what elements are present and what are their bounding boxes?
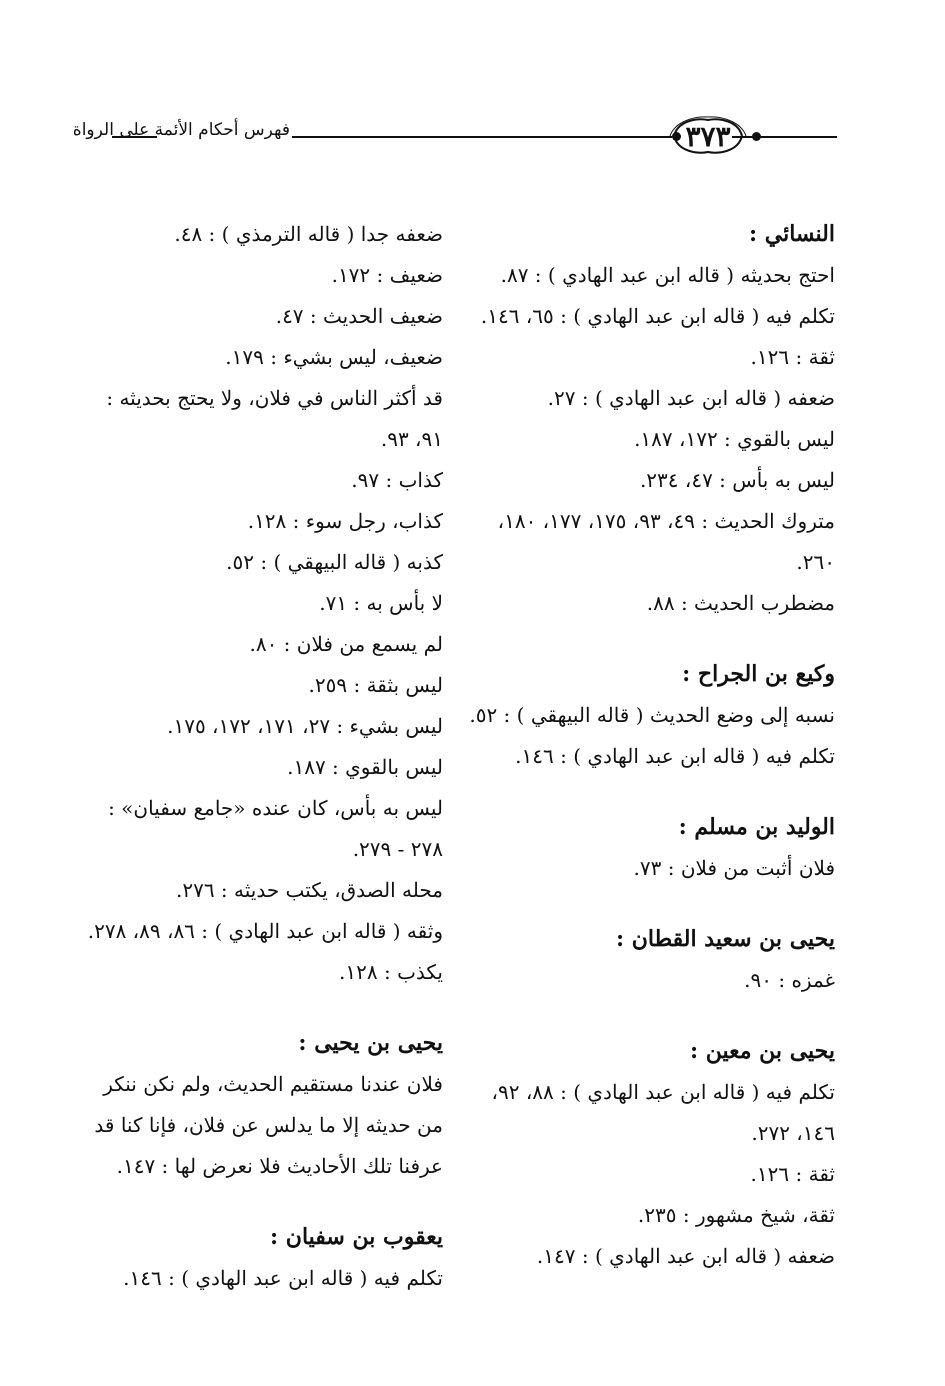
index-line: مضطرب الحديث : ٨٨. — [646, 591, 835, 615]
index-line: ليس به بأس : ٤٧، ٢٣٤. — [639, 468, 835, 492]
index-column-right — [469, 214, 835, 1277]
index-line: قد أكثر الناس في فلان، ولا يحتج بحديثه : ٩١، ٩٣. — [106, 386, 443, 451]
entry-title-yahya-qattan: يحيى بن سعيد القطان : — [615, 926, 835, 952]
index-line: نسبه إلى وضع الحديث ( قاله البيهقي ) : ٥٢. — [469, 703, 835, 727]
index-line: كذبه ( قاله البيهقي ) : ٥٢. — [226, 550, 443, 574]
header-rule-right — [732, 136, 837, 138]
index-line: ضعيف، ليس بشيء : ١٧٩. — [225, 345, 443, 369]
index-line: ليس به بأس، كان عنده «جامع سفيان» : ٢٧٨ - ٢٧٩. — [108, 796, 443, 861]
index-line: يكذب : ١٢٨. — [339, 960, 443, 984]
index-line: ليس بثقة : ٢٥٩. — [308, 673, 443, 697]
index-line: تكلم فيه ( قاله ابن عبد الهادي ) : ١٤٦. — [515, 744, 835, 768]
index-line: تكلم فيه ( قاله ابن عبد الهادي ) : ٨٨، ٩٢، ١٤٦، ٢٧٢. — [491, 1080, 835, 1145]
index-line: غمزه : ٩٠. — [744, 968, 835, 992]
index-line: لا بأس به : ٧١. — [319, 591, 443, 615]
index-line: ضعفه جدا ( قاله الترمذي ) : ٤٨. — [174, 222, 443, 246]
index-line: ليس بشيء : ٢٧، ١٧١، ١٧٢، ١٧٥. — [167, 714, 443, 738]
entry-title-nasai: النسائي : — [748, 221, 835, 247]
index-line: ضعفه ( قاله ابن عبد الهادي ) : ٢٧. — [547, 386, 835, 410]
running-title: فهرس أحكام الأئمة على الرواة — [72, 120, 290, 140]
page-number: ٣٧٣ — [685, 120, 731, 153]
index-line: ثقة : ١٢٦. — [750, 345, 835, 369]
index-line: ضعيف : ١٧٢. — [331, 263, 443, 287]
index-line: ثقة، شيخ مشهور : ٢٣٥. — [637, 1203, 835, 1227]
index-line: كذاب، رجل سوء : ١٢٨. — [247, 509, 443, 533]
index-line: ثقة : ١٢٦. — [750, 1162, 835, 1186]
entry-title-wakee: وكيع بن الجراح : — [682, 661, 835, 687]
index-line: كذاب : ٩٧. — [351, 468, 443, 492]
header-rule-left — [292, 136, 672, 138]
index-line: ضعيف الحديث : ٤٧. — [275, 304, 443, 328]
index-line: تكلم فيه ( قاله ابن عبد الهادي ) : ٦٥، ١٤٦. — [480, 304, 835, 328]
index-line: فلان أثبت من فلان : ٧٣. — [633, 856, 835, 880]
index-line: ليس بالقوي : ١٨٧. — [287, 755, 443, 779]
index-line: وثقه ( قاله ابن عبد الهادي ) : ٨٦، ٨٩، ٢٧٨. — [87, 919, 443, 943]
entry-title-yahya-bin-yahya: يحيى بن يحيى : — [298, 1030, 443, 1056]
entry-title-walid: الوليد بن مسلم : — [678, 814, 835, 840]
index-line: لم يسمع من فلان : ٨٠. — [249, 632, 443, 656]
index-line: فلان عندنا مستقيم الحديث، ولم نكن ننكر من حديثه إلا ما يدلس عن فلان، فإنا كنا قد عرفنا تلك الأحاديث فلا نعرض لها : ١٤٧. — [94, 1072, 443, 1178]
entry-title-yahya-maeen: يحيى بن معين : — [689, 1038, 835, 1064]
index-line: احتج بحديثه ( قاله ابن عبد الهادي ) : ٨٧. — [500, 263, 835, 287]
entry-title-yaqub: يعقوب بن سفيان : — [270, 1224, 443, 1250]
index-line: ليس بالقوي : ١٧٢، ١٨٧. — [634, 427, 835, 451]
index-line: محله الصدق، يكتب حديثه : ٢٧٦. — [175, 878, 443, 902]
page-header — [72, 112, 837, 160]
index-line: تكلم فيه ( قاله ابن عبد الهادي ) : ١٤٦. — [123, 1266, 443, 1290]
index-line: متروك الحديث : ٤٩، ٩٣، ١٧٥، ١٧٧، ١٨٠، ٢٦٠. — [497, 509, 835, 574]
index-line: ضعفه ( قاله ابن عبد الهادي ) : ١٤٧. — [536, 1244, 835, 1268]
index-column-left — [78, 214, 443, 1299]
